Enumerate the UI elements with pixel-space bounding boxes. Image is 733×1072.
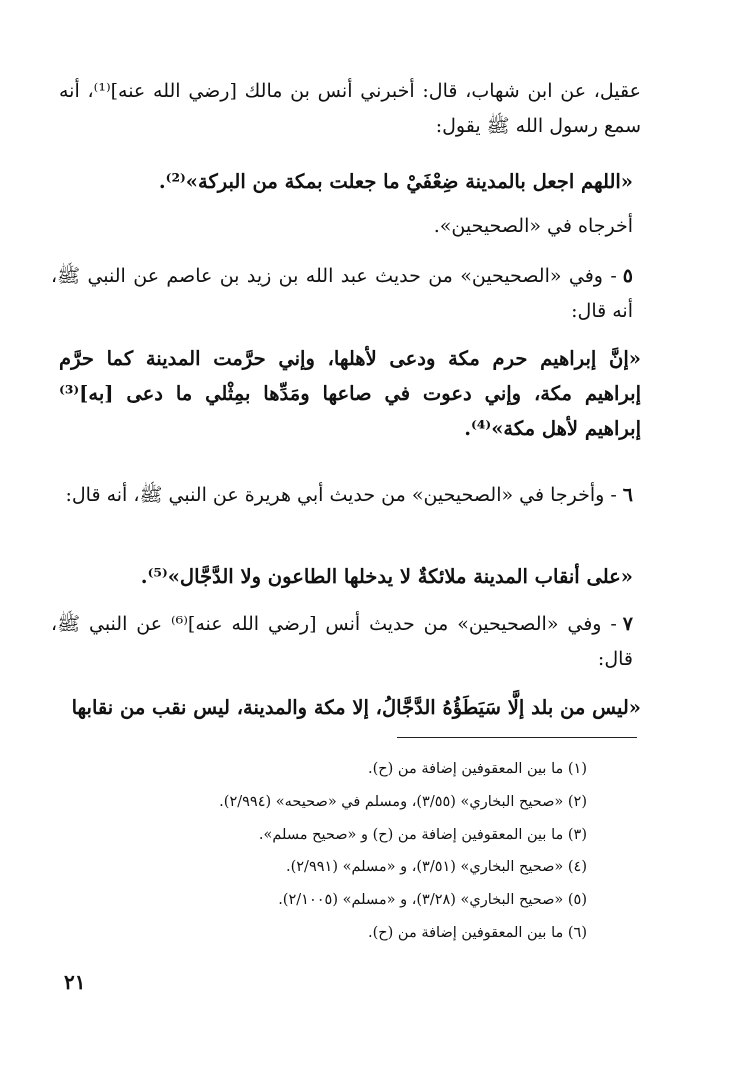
paragraph-takhrij: أخرجاه في «الصحيحين». <box>433 215 633 237</box>
hadith-quote-3: «على أنقاب المدينة ملائكةٌ لا يدخلها الطاعون ولا الدَّجَّال»⁽⁵⁾. <box>140 565 633 588</box>
page-number: ٢١ <box>64 970 86 994</box>
hadith-heading-7-text: - وفي «الصحيحين» من حديث أنس [رضي الله عنه]⁽⁶⁾ عن النبي ﷺ، قال: <box>51 613 633 670</box>
hadith-quote-2: «إنَّ إبراهيم حرم مكة ودعى لأهلها، وإني حرَّمت المدينة كما حرَّم إبراهيم مكة، وإني دعوت في صاعها ومَدِّها بمِثْلي ما دعى [به]⁽³⁾ إبراهيم لأهل مكة»⁽⁴⁾. <box>59 347 641 440</box>
footnote-4: (٤) «صحيح البخاري» (٣/٥١)، و «مسلم» (٢/٩٩١). <box>285 859 587 875</box>
footnote-3: (٣) ما بين المعقوفين إضافة من (ح) و «صحيح مسلم». <box>258 827 587 843</box>
hadith-heading-6-text: - وأخرجا في «الصحيحين» من حديث أبي هريرة عن النبي ﷺ، أنه قال: <box>65 484 617 506</box>
hadith-heading-7 <box>51 607 633 677</box>
footnote-5: (٥) «صحيح البخاري» (٣/٢٨)، و «مسلم» (٢/١٠٠٥). <box>278 892 587 908</box>
hadith-quote-1: «اللهم اجعل بالمدينة ضِعْفَيْ ما جعلت بمكة من البركة»⁽²⁾. <box>158 170 633 193</box>
hadith-quote-4: «ليس من بلد إلَّا سَيَطَؤُهُ الدَّجَّالُ، إلا مكة والمدينة، ليس نقب من نقابها <box>71 696 641 719</box>
hadith-heading-6 <box>51 478 633 513</box>
paragraph-intro: عقيل، عن ابن شهاب، قال: أخبرني أنس بن مالك [رضي الله عنه]⁽¹⁾، أنه سمع رسول الله ﷺ يقول: <box>59 80 641 137</box>
hadith-number-7: ٧ <box>622 613 633 635</box>
hadith-number-6: ٦ <box>622 484 633 506</box>
footnote-6: (٦) ما بين المعقوفين إضافة من (ح). <box>368 925 587 941</box>
footnote-divider <box>397 737 637 738</box>
hadith-heading-5-text: - وفي «الصحيحين» من حديث عبد الله بن زيد بن عاصم عن النبي ﷺ، أنه قال: <box>51 265 633 322</box>
footnote-1: (١) ما بين المعقوفين إضافة من (ح). <box>368 761 587 777</box>
hadith-number-5: ٥ <box>622 265 633 287</box>
hadith-heading-5 <box>51 259 633 329</box>
footnote-2: (٢) «صحيح البخاري» (٣/٥٥)، ومسلم في «صحيحه» (٢/٩٩٤). <box>219 794 587 810</box>
